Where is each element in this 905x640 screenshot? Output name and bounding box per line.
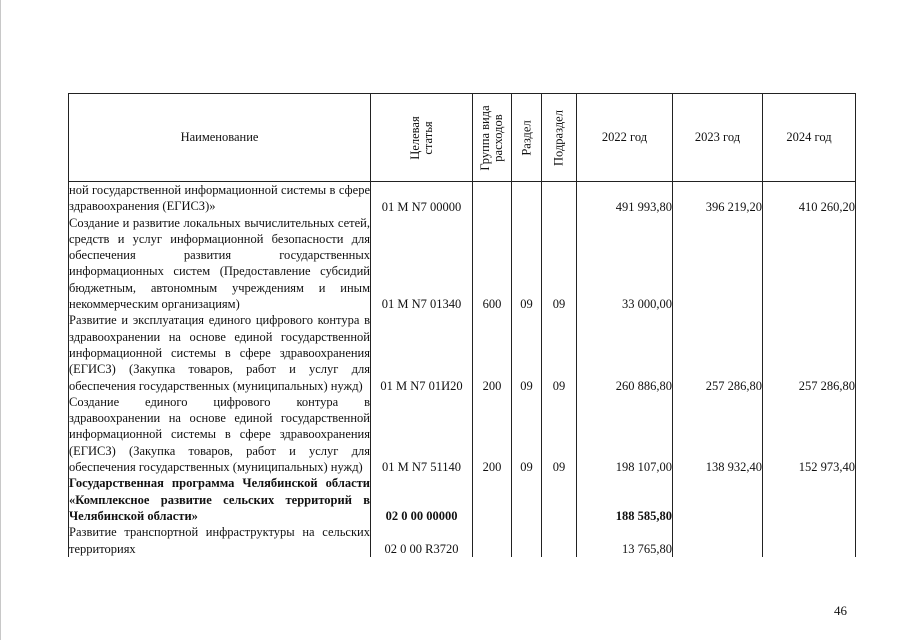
row-expense-group <box>473 475 512 524</box>
row-value-2022: 491 993,80 <box>577 182 673 215</box>
table-row <box>69 394 856 475</box>
header-subsection: Подраздел <box>542 94 577 182</box>
header-2022: 2022 год <box>577 94 673 182</box>
row-section <box>512 182 542 215</box>
header-target-article: Целевая статья <box>371 94 473 182</box>
header-name: Наименование <box>69 94 371 182</box>
table-row <box>69 524 856 557</box>
row-value-2023 <box>673 524 763 557</box>
row-expense-group <box>473 182 512 215</box>
row-value-2024: 257 286,80 <box>763 312 856 393</box>
row-subsection <box>542 475 577 524</box>
row-target-article: 01 M N7 01И20 <box>371 312 473 393</box>
row-target-article: 02 0 00 00000 <box>371 475 473 524</box>
row-value-2024: 410 260,20 <box>763 182 856 215</box>
row-subsection <box>542 182 577 215</box>
row-subsection <box>542 524 577 557</box>
row-value-2023: 396 219,20 <box>673 182 763 215</box>
row-name: Создание и развитие локальных вычислительных сетей, средств и услуг информационной безопасности для обеспечения развития государственных информационных систем (Предоставление субсидий бюджетным, автономным учреждениям и иным некоммерческим организациям) <box>69 215 370 312</box>
row-subsection: 09 <box>542 394 577 475</box>
row-value-2024 <box>763 475 856 524</box>
row-name: Государственная программа Челябинской области «Комплексное развитие сельских территорий в Челябинской области» <box>69 476 370 523</box>
table-row <box>69 312 856 393</box>
row-section: 09 <box>512 394 542 475</box>
row-target-article: 01 M N7 51140 <box>371 394 473 475</box>
header-2024: 2024 год <box>763 94 856 182</box>
row-expense-group <box>473 524 512 557</box>
row-value-2024: 152 973,40 <box>763 394 856 475</box>
row-section <box>512 524 542 557</box>
row-value-2023: 257 286,80 <box>673 312 763 393</box>
row-value-2023 <box>673 475 763 524</box>
row-target-article: 02 0 00 R3720 <box>371 524 473 557</box>
row-subsection: 09 <box>542 215 577 313</box>
header-2023: 2023 год <box>673 94 763 182</box>
row-subsection: 09 <box>542 312 577 393</box>
table-header-row <box>69 94 856 182</box>
row-expense-group: 200 <box>473 312 512 393</box>
row-section: 09 <box>512 215 542 313</box>
row-value-2024 <box>763 524 856 557</box>
row-section: 09 <box>512 312 542 393</box>
row-value-2022: 198 107,00 <box>577 394 673 475</box>
row-expense-group: 600 <box>473 215 512 313</box>
row-target-article: 01 M N7 00000 <box>371 182 473 215</box>
row-value-2022: 13 765,80 <box>577 524 673 557</box>
table-row <box>69 182 856 215</box>
row-name: ной государственной информационной системы в сфере здравоохранения (ЕГИСЗ)» <box>69 183 370 214</box>
row-value-2023: 138 932,40 <box>673 394 763 475</box>
row-value-2024 <box>763 215 856 313</box>
row-value-2022: 188 585,80 <box>577 475 673 524</box>
budget-table <box>68 93 856 557</box>
row-expense-group: 200 <box>473 394 512 475</box>
table-row <box>69 475 856 524</box>
row-name: Развитие транспортной инфраструктуры на сельских территориях <box>69 525 370 556</box>
row-value-2022: 260 886,80 <box>577 312 673 393</box>
row-name: Развитие и эксплуатация единого цифрового контура в здравоохранении на основе единой государственной информационной системы в сфере здравоохранения (ЕГИСЗ) (Закупка товаров, работ и услуг для обеспечения государственных (муниципальных) нужд) <box>69 313 370 393</box>
row-section <box>512 475 542 524</box>
row-value-2022: 33 000,00 <box>577 215 673 313</box>
row-target-article: 01 M N7 01340 <box>371 215 473 313</box>
table-row <box>69 215 856 313</box>
row-value-2023 <box>673 215 763 313</box>
page-number: 46 <box>834 603 847 618</box>
page-edge <box>0 0 1 640</box>
row-name: Создание единого цифрового контура в здравоохранении на основе единой государственной информационной системы в сфере здравоохранения (ЕГИСЗ) (Закупка товаров, работ и услуг для обеспечения государственных (муниципальных) нужд) <box>69 394 370 475</box>
header-section: Раздел <box>512 94 542 182</box>
header-expense-group: Группа вида расходов <box>473 94 512 182</box>
